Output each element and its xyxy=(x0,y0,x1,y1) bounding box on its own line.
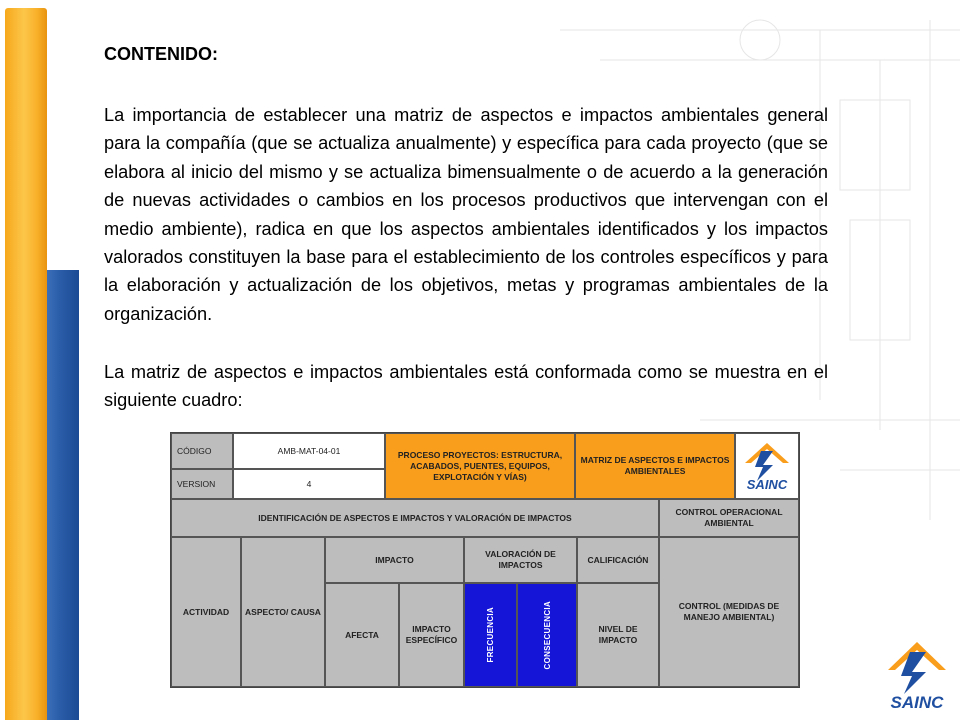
orange-side-bar xyxy=(5,8,47,720)
valoracion-cell: VALORACIÓN DE IMPACTOS xyxy=(464,537,577,583)
corner-logo-text: SAINC xyxy=(890,693,944,712)
version-label: VERSION xyxy=(171,469,233,499)
impacto-cell: IMPACTO xyxy=(325,537,464,583)
impacto-especifico-cell: IMPACTO ESPECÍFICO xyxy=(399,583,464,687)
frecuencia-cell xyxy=(464,583,517,687)
frecuencia-label: FRECUENCIA xyxy=(486,607,495,663)
matrix-logo-text: SAINC xyxy=(746,477,788,492)
nivel-impacto-cell: NIVEL DE IMPACTO xyxy=(577,583,659,687)
content-heading: CONTENIDO: xyxy=(104,44,218,64)
proceso-cell: PROCESO PROYECTOS: ESTRUCTURA, ACABADOS, PUENTES, EQUIPOS, EXPLOTACIÓN Y VÍAS) xyxy=(385,433,575,499)
consecuencia-cell xyxy=(517,583,577,687)
matriz-title-cell: MATRIZ DE ASPECTOS E IMPACTOS AMBIENTALES xyxy=(575,433,735,499)
control-medidas-cell: CONTROL (MEDIDAS DE MANEJO AMBIENTAL) xyxy=(659,537,799,687)
actividad-cell: ACTIVIDAD xyxy=(171,537,241,687)
paragraph-importance: La importancia de establecer una matriz de aspectos e impactos ambientales general para la compañía (que se actualiza anualmente) y específica para cada proyecto (que se elabora al inicio del mismo y se actualiza bimensualmente o de acuerdo a la generación de nuevas actividades o cambios en los procesos productivos que intervengan con el medio ambiente), radica en que los aspectos ambientales identificados y los impactos valorados constituyen la base para el establecimiento de los controles específicos y para la elaboración y actualización de los objetivos, metas y programas ambientales de la organización. xyxy=(104,105,828,324)
version-value: 4 xyxy=(233,469,385,499)
sainc-logo-icon xyxy=(739,437,795,495)
consecuencia-label: CONSECUENCIA xyxy=(542,600,552,670)
matrix-logo-cell xyxy=(735,433,799,499)
codigo-value: AMB-MAT-04-01 xyxy=(233,433,385,469)
paragraph-matrix-intro: La matriz de aspectos e impactos ambientales está conformada como se muestra en el siguiente cuadro: xyxy=(104,362,828,411)
identificacion-cell: IDENTIFICACIÓN DE ASPECTOS E IMPACTOS Y VALORACIÓN DE IMPACTOS xyxy=(171,499,659,537)
matrix-table-image xyxy=(170,432,800,688)
sainc-logo-icon xyxy=(884,636,950,716)
afecta-cell: AFECTA xyxy=(325,583,399,687)
control-operacional-cell: CONTROL OPERACIONAL AMBIENTAL xyxy=(659,499,799,537)
sainc-corner-logo xyxy=(884,636,950,716)
codigo-label: CÓDIGO xyxy=(171,433,233,469)
calificacion-cell: CALIFICACIÓN xyxy=(577,537,659,583)
aspecto-cell: ASPECTO/ CAUSA xyxy=(241,537,325,687)
blue-side-bar xyxy=(47,270,79,720)
